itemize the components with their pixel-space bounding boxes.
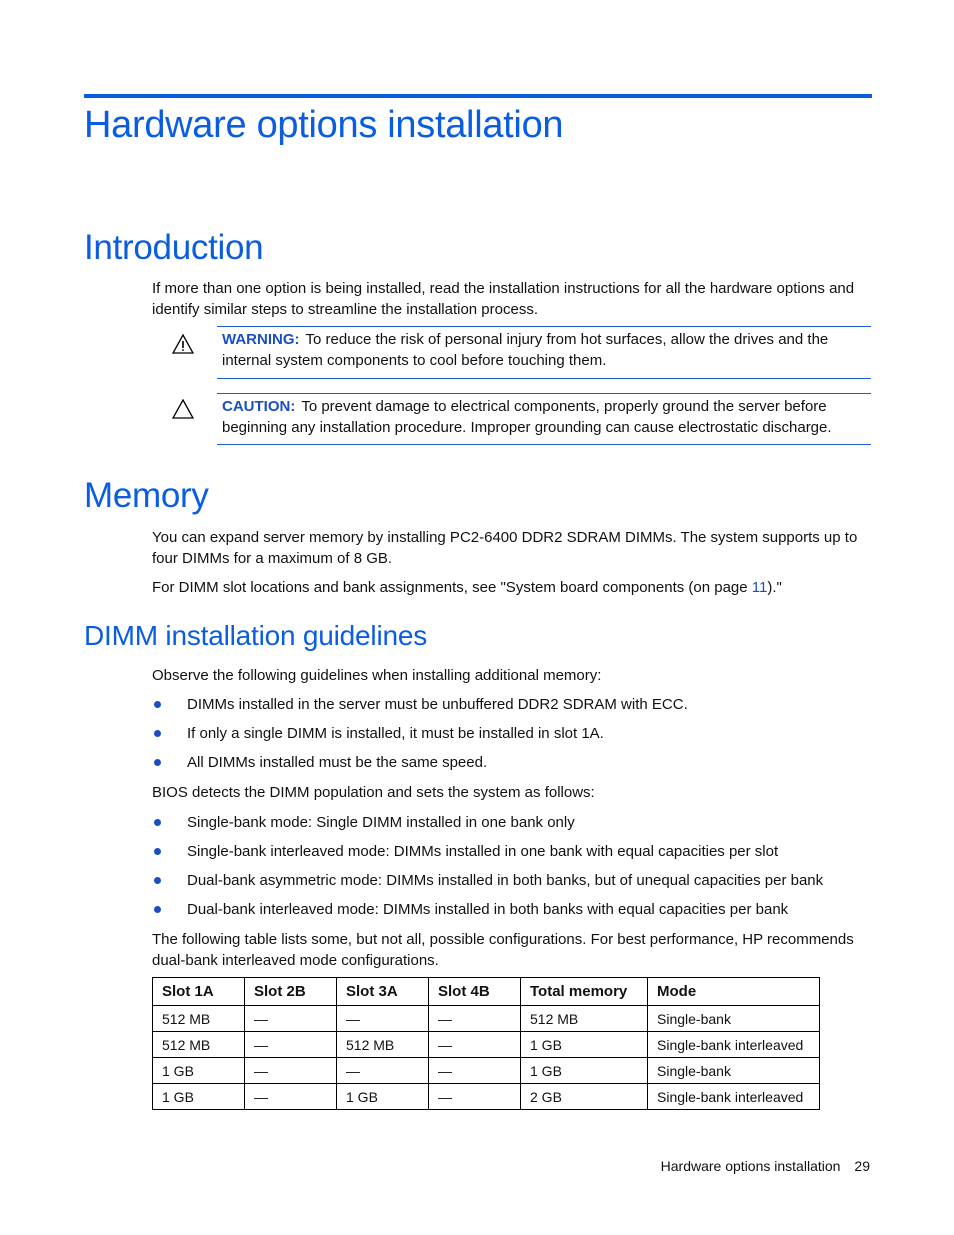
table-row [153, 1084, 820, 1110]
table-cell: 512 MB [153, 1032, 245, 1058]
memory-heading: Memory [84, 476, 209, 515]
table-header-cell: Slot 3A [337, 978, 429, 1006]
list-item [152, 812, 870, 841]
table-intro: The following table lists some, but not all, possible configurations. For best performance, HP recommends dual-bank interleaved mode configurations. [152, 931, 854, 969]
table-cell: — [429, 1006, 521, 1032]
list-item-text: If only a single DIMM is installed, it must be installed in slot 1A. [187, 725, 604, 742]
list-item [152, 694, 870, 723]
table-cell: Single-bank interleaved [648, 1084, 820, 1110]
list-item [152, 899, 870, 928]
table-cell: — [245, 1084, 337, 1110]
table-cell: 512 MB [153, 1006, 245, 1032]
warning-notice [217, 326, 871, 379]
bullet-icon [154, 906, 161, 913]
table-cell: — [337, 1006, 429, 1032]
bullet-icon [154, 730, 161, 737]
caution-label: CAUTION: [222, 398, 296, 415]
bullet-icon [154, 877, 161, 884]
table-cell: 512 MB [521, 1006, 648, 1032]
table-header-cell: Slot 2B [245, 978, 337, 1006]
list-item [152, 723, 870, 752]
table-header-cell: Total memory [521, 978, 648, 1006]
dimm-config-table [152, 977, 820, 1110]
table-cell: — [245, 1006, 337, 1032]
bullet-icon [154, 759, 161, 766]
memory-reference-pre: For DIMM slot locations and bank assignments, see "System board components (on page [152, 579, 752, 596]
table-row [153, 1006, 820, 1032]
table-cell: 1 GB [521, 1032, 648, 1058]
table-row [153, 1032, 820, 1058]
list-item [152, 841, 870, 870]
table-cell: Single-bank [648, 1058, 820, 1084]
chapter-rule [84, 94, 872, 98]
guidelines-intro: Observe the following guidelines when installing additional memory: [152, 667, 602, 684]
table-cell: 2 GB [521, 1084, 648, 1110]
table-header-cell: Slot 1A [153, 978, 245, 1006]
page-footer [661, 1158, 870, 1174]
list-item-text: All DIMMs installed must be the same speed. [187, 754, 488, 771]
modes-list [152, 812, 870, 928]
table-cell: — [429, 1032, 521, 1058]
bios-intro: BIOS detects the DIMM population and sets the system as follows: [152, 784, 595, 801]
table-cell: Single-bank interleaved [648, 1032, 820, 1058]
caution-triangle-icon [172, 399, 194, 419]
chapter-title: Hardware options installation [84, 104, 564, 146]
memory-reference-post: )." [767, 579, 782, 596]
list-item-text: Single-bank mode: Single DIMM installed in one bank only [187, 814, 575, 831]
table-cell: 1 GB [153, 1084, 245, 1110]
table-cell: — [337, 1058, 429, 1084]
table-cell: Single-bank [648, 1006, 820, 1032]
bullet-icon [154, 848, 161, 855]
table-row [153, 1058, 820, 1084]
table-cell: 1 GB [337, 1084, 429, 1110]
bullet-icon [154, 701, 161, 708]
footer-section: Hardware options installation [660, 1158, 841, 1174]
list-item-text: DIMMs installed in the server must be unbuffered DDR2 SDRAM with ECC. [187, 696, 688, 713]
table-cell: — [429, 1058, 521, 1084]
table-cell: — [245, 1058, 337, 1084]
memory-reference [152, 577, 870, 598]
guidelines-heading: DIMM installation guidelines [84, 620, 428, 651]
table-cell: 1 GB [153, 1058, 245, 1084]
list-item [152, 870, 870, 899]
list-item-text: Single-bank interleaved mode: DIMMs installed in one bank with equal capacities per slot [187, 843, 779, 860]
caution-notice [217, 393, 871, 445]
table-header-cell: Mode [648, 978, 820, 1006]
list-item-text: Dual-bank asymmetric mode: DIMMs installed in both banks, but of unequal capacities per bank [187, 872, 824, 889]
page-link[interactable]: 11 [751, 579, 768, 596]
memory-body: You can expand server memory by installing PC2-6400 DDR2 SDRAM DIMMs. The system supports up to four DIMMs for a maximum of 8 GB. [152, 529, 858, 567]
list-item [152, 752, 870, 781]
table-cell: 512 MB [337, 1032, 429, 1058]
bullet-icon [154, 819, 161, 826]
warning-triangle-icon [172, 334, 194, 354]
list-item-text: Dual-bank interleaved mode: DIMMs installed in both banks with equal capacities per bank [187, 901, 789, 918]
table-header-cell: Slot 4B [429, 978, 521, 1006]
introduction-body: If more than one option is being installed, read the installation instructions for all the hardware options and identify similar steps to streamline the installation process. [152, 280, 855, 318]
guidelines-list [152, 694, 870, 781]
table-cell: — [429, 1084, 521, 1110]
warning-label: WARNING: [222, 331, 300, 348]
table-cell: — [245, 1032, 337, 1058]
table-header-row [153, 978, 820, 1006]
page-number: 29 [854, 1158, 870, 1174]
caution-text: To prevent damage to electrical components, properly ground the server before beginning any installation procedure. Improper grounding can cause electrostatic discharge. [222, 398, 832, 436]
introduction-heading: Introduction [84, 228, 264, 267]
table-cell: 1 GB [521, 1058, 648, 1084]
warning-text: To reduce the risk of personal injury from hot surfaces, allow the drives and the internal system components to cool before touching them. [222, 331, 829, 369]
